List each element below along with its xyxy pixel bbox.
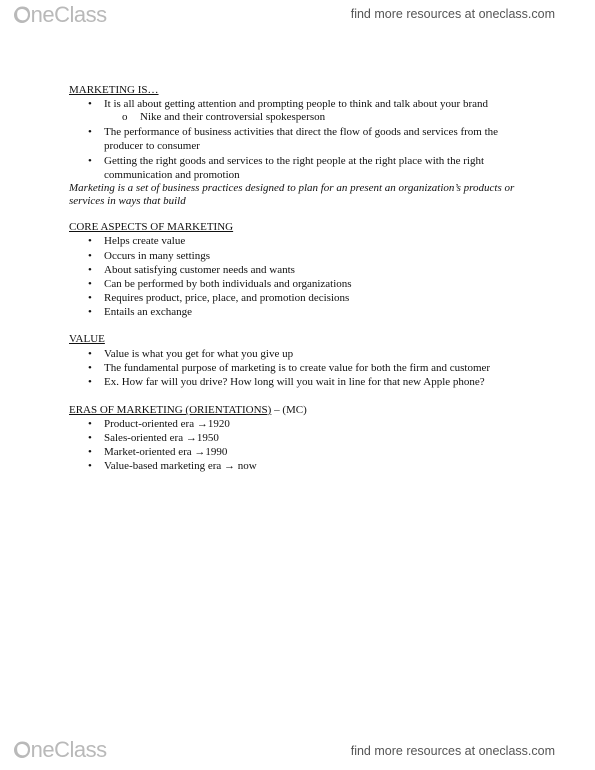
list-item: Entails an exchange — [104, 306, 192, 318]
list-item: Value is what you get for what you give up — [104, 348, 294, 360]
brand-name: OneClass — [14, 737, 107, 762]
oneclass-logo-top — [14, 2, 107, 28]
bullet-marker: • — [88, 446, 92, 458]
sub-bullet-marker: o — [122, 111, 128, 123]
list-item: The performance of business activities that direct the flow of goods and services from the producer to consumer — [104, 126, 499, 152]
sub-list-item: Nike and their controversial spokesperson — [140, 111, 326, 123]
bullet-marker: • — [88, 235, 92, 247]
oneclass-logo-bottom — [14, 737, 107, 763]
list-item: Ex. How far will you drive? How long will you wait in line for that new Apple phone? — [104, 376, 485, 388]
section-heading-core-aspects: CORE ASPECTS OF MARKETING — [69, 221, 234, 233]
bullet-marker: • — [88, 418, 92, 430]
bullet-marker: • — [88, 432, 92, 444]
bullet-marker: • — [88, 306, 92, 318]
section-heading-eras-row — [69, 404, 307, 418]
section-heading-value: VALUE — [69, 333, 105, 345]
list-item: Product-oriented era →1920 — [104, 418, 230, 430]
brand-name: OneClass — [14, 2, 107, 27]
bullet-marker: • — [88, 376, 92, 388]
list-item: Sales-oriented era →1950 — [104, 432, 219, 444]
list-item: Occurs in many settings — [104, 250, 211, 262]
bullet-marker: • — [88, 155, 92, 167]
bullet-marker: • — [88, 250, 92, 262]
find-resources-link-bottom[interactable]: find more resources at oneclass.com — [350, 744, 555, 758]
list-item: Can be performed by both individuals and organizations — [104, 278, 352, 290]
list-item: About satisfying customer needs and wants — [104, 264, 295, 276]
list-item: Market-oriented era →1990 — [104, 446, 228, 458]
bullet-marker: • — [88, 348, 92, 360]
bullet-marker: • — [88, 278, 92, 290]
list-item: It is all about getting attention and prompting people to think and talk about your brand — [104, 98, 489, 110]
section-heading-eras: ERAS OF MARKETING (ORIENTATIONS) — [69, 404, 272, 416]
bullet-marker: • — [88, 460, 92, 472]
find-resources-link-top[interactable]: find more resources at oneclass.com — [350, 7, 555, 21]
marketing-definition: Marketing is a set of business practices designed to plan for an present an organization’s products or services in ways that build — [69, 182, 515, 207]
list-item: Requires product, price, place, and promotion decisions — [104, 292, 350, 304]
bullet-marker: • — [88, 126, 92, 138]
list-item: Helps create value — [104, 235, 186, 247]
section-heading-eras-suffix: – (MC) — [271, 404, 307, 416]
section-heading-marketing-is: MARKETING IS… — [69, 84, 159, 96]
bullet-marker: • — [88, 264, 92, 276]
list-item: Getting the right goods and services to the right people at the right place with the right communication and promotion — [104, 155, 485, 181]
bullet-marker: • — [88, 292, 92, 304]
list-item: Value-based marketing era → now — [104, 460, 257, 472]
bullet-marker: • — [88, 362, 92, 374]
list-item: The fundamental purpose of marketing is to create value for both the firm and customer — [104, 362, 491, 374]
bullet-marker: • — [88, 98, 92, 110]
